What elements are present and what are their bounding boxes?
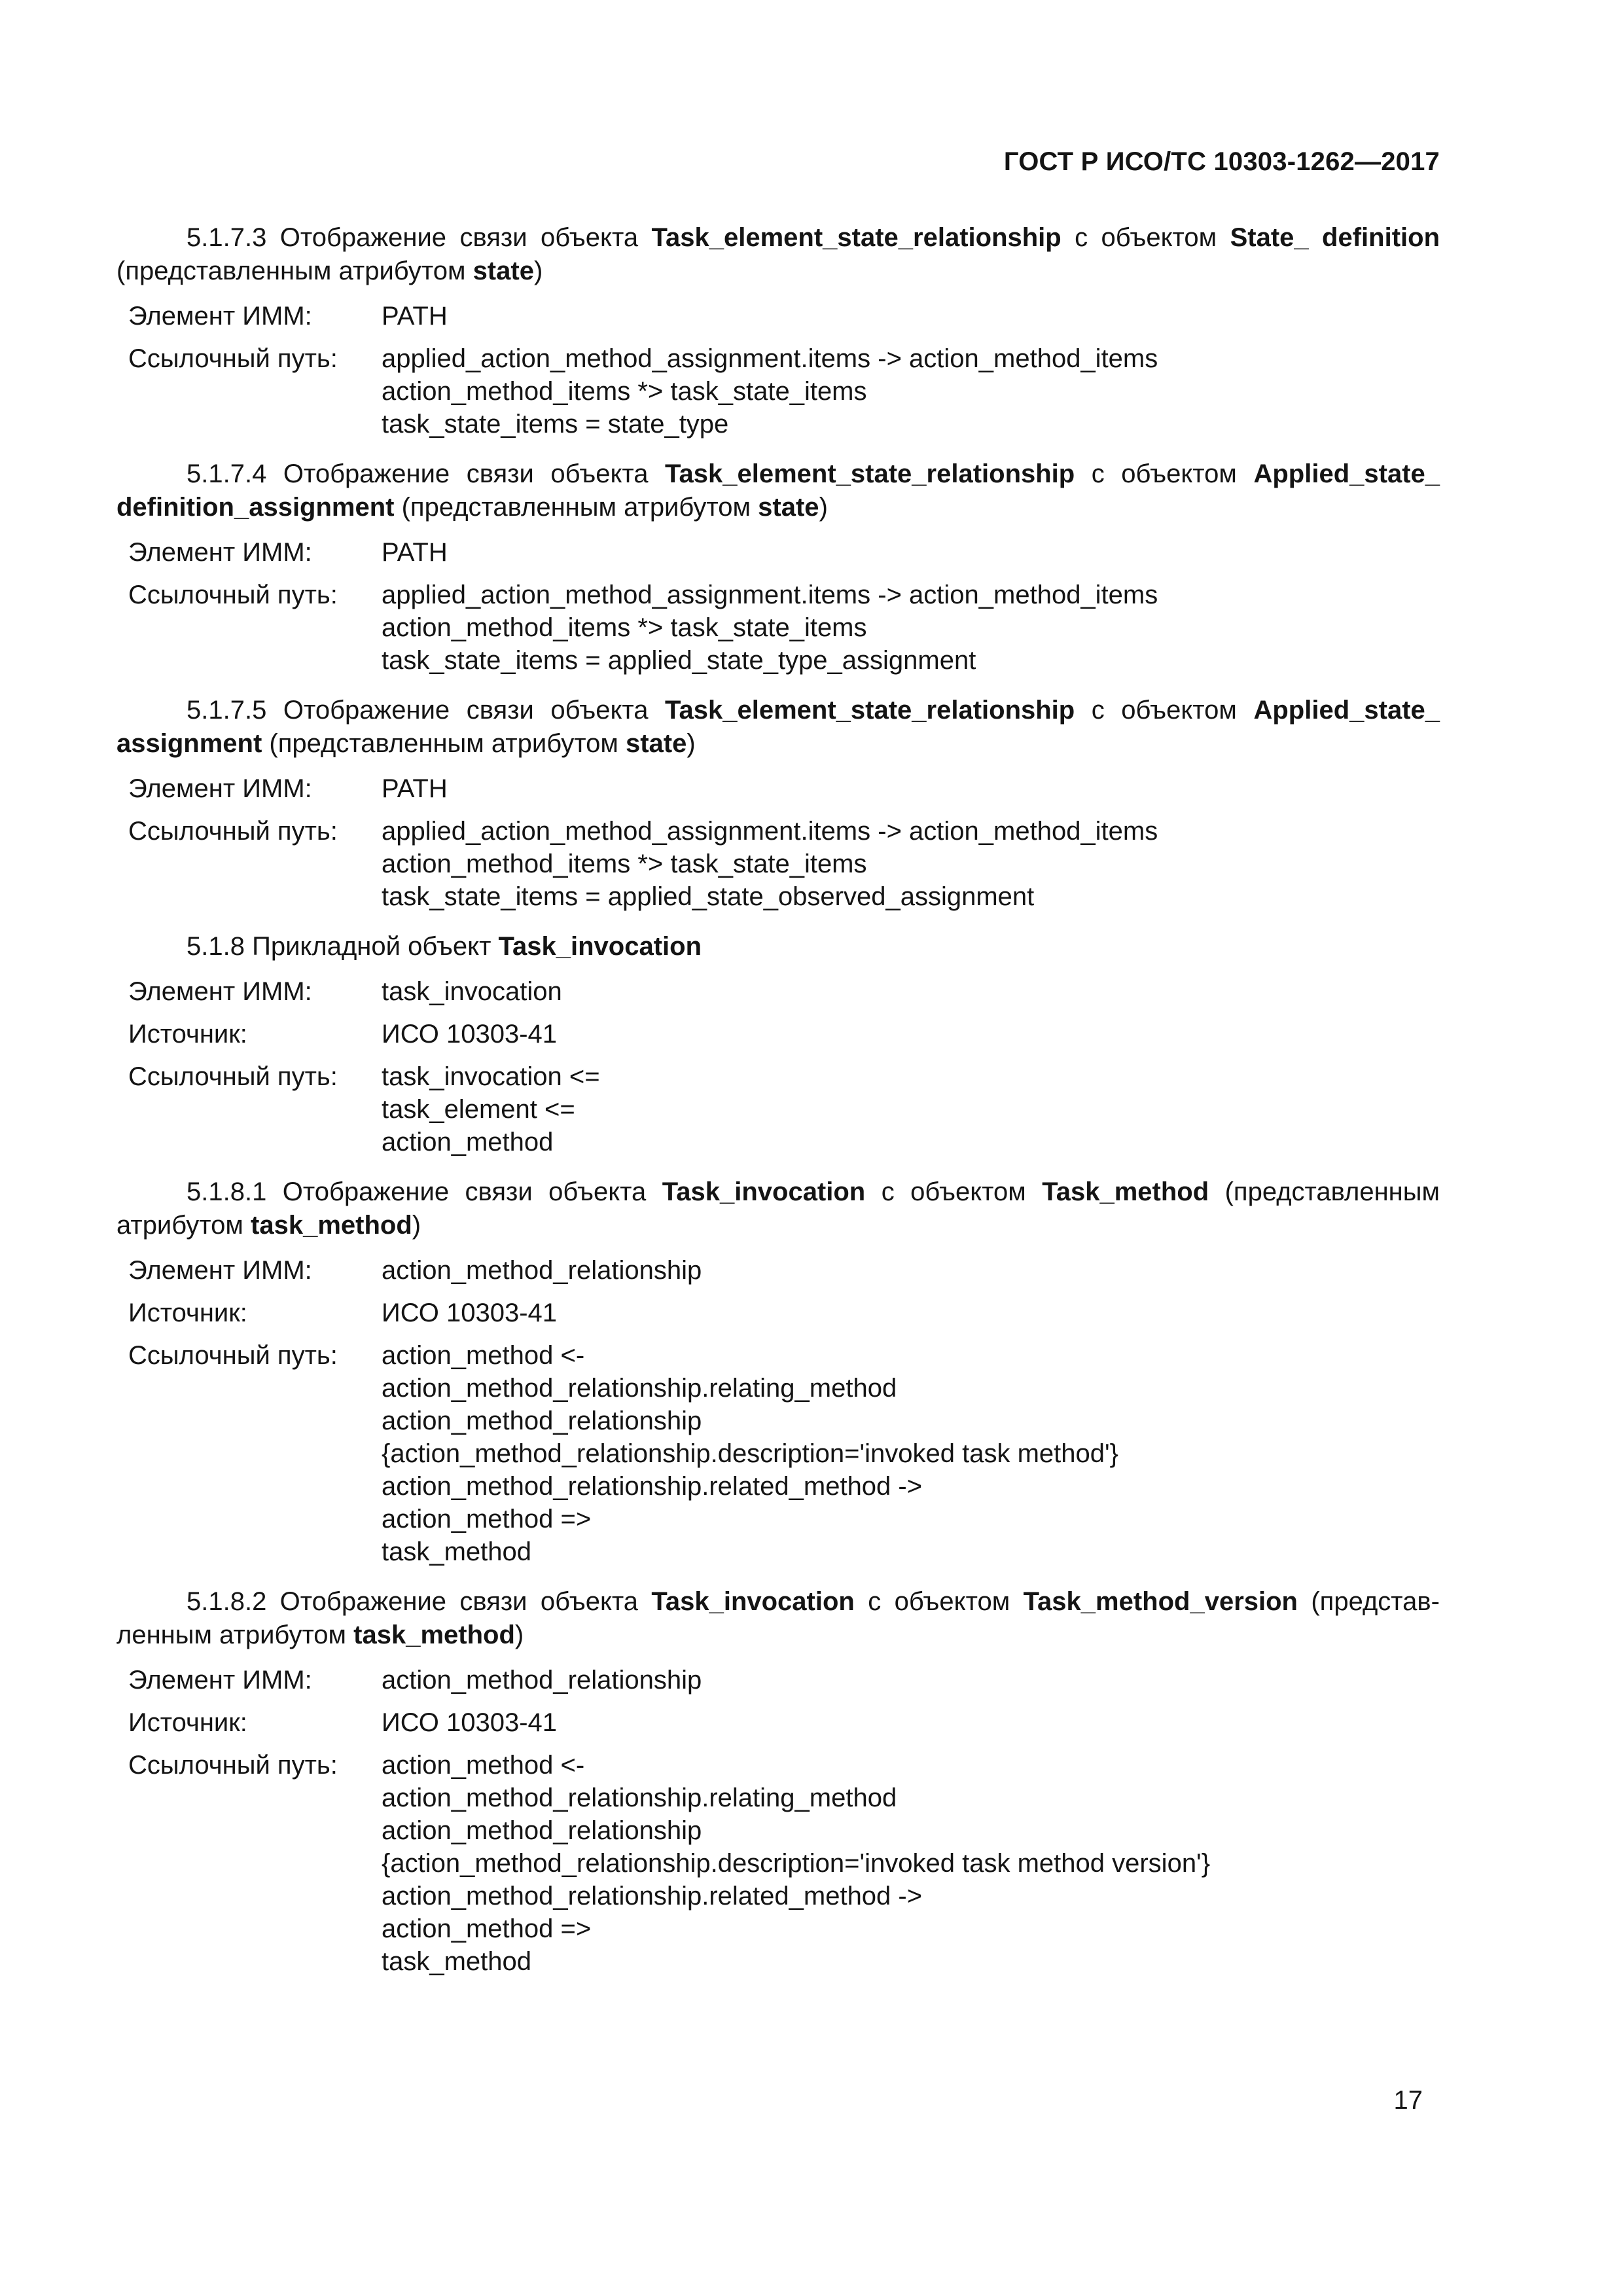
heading-text: (представленным атрибутом	[116, 257, 473, 285]
field-value	[382, 772, 1440, 805]
field-value-line: action_method_items *> task_state_items	[382, 613, 867, 642]
field-value	[382, 300, 1440, 332]
heading-term: Applied_state_ definition_assignment	[116, 459, 1440, 522]
field-value-line: task_state_items = applied_state_observed_assignment	[382, 882, 1035, 911]
heading-text: с объектом	[1075, 459, 1254, 488]
field-value-line: action_method_items *> task_state_items	[382, 850, 867, 878]
field-value-line: action_method =>	[382, 1505, 592, 1534]
heading-text: 5.1.7.5 Отображение связи объекта	[187, 696, 666, 725]
heading-term: Task_element_state_relationship	[665, 459, 1075, 488]
heading-text: 5.1.7.3 Отображение связи объекта	[187, 223, 652, 252]
field-row	[116, 1297, 1440, 1329]
field-row	[116, 579, 1440, 677]
field-row	[116, 815, 1440, 913]
heading-text: с объектом	[854, 1587, 1024, 1616]
heading-term: State_ definition	[1230, 223, 1440, 252]
field-value-line: ИСО 10303-41	[382, 1020, 558, 1049]
heading-text: (представленным атрибутом	[262, 729, 626, 758]
field-value-line: action_method_items *> task_state_items	[382, 377, 867, 406]
heading-text: (представленным атрибутом	[116, 1177, 1440, 1240]
field-label: Ссылочный путь:	[128, 344, 338, 373]
section-heading	[116, 1585, 1440, 1652]
heading-text: 5.1.8.2 Отображение связи объекта	[187, 1587, 652, 1616]
field-value	[382, 975, 1440, 1008]
field-label: Источник:	[128, 1020, 247, 1049]
mapping-section	[116, 930, 1440, 1158]
field-row	[116, 1018, 1440, 1050]
heading-term: Task_element_state_relationship	[651, 223, 1061, 252]
mapping-section	[116, 221, 1440, 440]
heading-text: )	[514, 1621, 524, 1649]
field-row	[116, 1060, 1440, 1158]
field-value-line: action_method_relationship	[382, 1407, 702, 1435]
field-value	[382, 1706, 1440, 1739]
heading-text: 5.1.8 Прикладной объект	[187, 932, 499, 961]
heading-text: (представленным атрибутом	[116, 1587, 1440, 1649]
field-value-line: action_method <-	[382, 1751, 585, 1780]
field-value-line: {action_method_relationship.description='invoked task method'}	[382, 1439, 1118, 1468]
field-value-line: task_invocation <=	[382, 1062, 600, 1091]
field-value-line: {action_method_relationship.description='invoked task method version'}	[382, 1849, 1211, 1878]
field-value	[382, 1664, 1440, 1696]
field-value	[382, 1060, 1440, 1158]
heading-text: 5.1.7.4 Отображение связи объекта	[187, 459, 666, 488]
heading-term: state	[625, 729, 687, 758]
heading-term: task_method	[251, 1211, 412, 1240]
field-label: Элемент ИММ:	[128, 977, 312, 1006]
field-value	[382, 1339, 1440, 1568]
mapping-section	[116, 457, 1440, 677]
field-value-line: applied_action_method_assignment.items -> action_method_items	[382, 344, 1158, 373]
field-value	[382, 1254, 1440, 1287]
field-value	[382, 1749, 1440, 1978]
field-row	[116, 1706, 1440, 1739]
heading-text: )	[687, 729, 696, 758]
field-label: Элемент ИММ:	[128, 1666, 312, 1695]
field-row	[116, 975, 1440, 1008]
mapping-section	[116, 694, 1440, 913]
field-value-line: PATH	[382, 774, 448, 803]
field-value-line: task_state_items = state_type	[382, 410, 729, 439]
field-value	[382, 342, 1440, 440]
heading-term: Task_invocation	[498, 932, 702, 961]
field-value	[382, 1297, 1440, 1329]
mapping-section	[116, 1175, 1440, 1568]
heading-text: 5.1.8.1 Отображение связи объекта	[187, 1177, 662, 1206]
heading-term: task_method	[353, 1621, 515, 1649]
field-value-line: action_method <-	[382, 1341, 585, 1370]
field-label: Элемент ИММ:	[128, 774, 312, 803]
field-value-line: action_method_relationship.relating_method	[382, 1784, 897, 1812]
field-value-line: action_method_relationship.relating_method	[382, 1374, 897, 1403]
heading-term: Task_method	[1042, 1177, 1209, 1206]
document-page	[116, 0, 1440, 2296]
field-label: Источник:	[128, 1299, 247, 1327]
standard-header: ГОСТ Р ИСО/ТС 10303-1262—2017	[1003, 147, 1440, 176]
field-value	[382, 579, 1440, 677]
field-value-line: action_method_relationship	[382, 1256, 702, 1285]
field-value	[382, 536, 1440, 569]
heading-term: Applied_state_ assignment	[116, 696, 1440, 758]
field-value-line: action_method_relationship.related_method ->	[382, 1472, 923, 1501]
heading-term: Task_element_state_relationship	[665, 696, 1075, 725]
field-value-line: action_method =>	[382, 1914, 592, 1943]
field-value-line: applied_action_method_assignment.items -> action_method_items	[382, 581, 1158, 609]
heading-text: )	[819, 493, 828, 522]
field-value-line: applied_action_method_assignment.items -> action_method_items	[382, 817, 1158, 846]
field-value-line: ИСО 10303-41	[382, 1708, 558, 1737]
field-value-line: task_method	[382, 1947, 532, 1976]
heading-term: Task_method_version	[1023, 1587, 1298, 1616]
field-row	[116, 300, 1440, 332]
field-value	[382, 1018, 1440, 1050]
field-label: Ссылочный путь:	[128, 581, 338, 609]
field-value-line: action_method_relationship	[382, 1666, 702, 1695]
field-value-line: task_invocation	[382, 977, 562, 1006]
section-heading	[116, 457, 1440, 524]
field-label: Источник:	[128, 1708, 247, 1737]
heading-text: с объектом	[865, 1177, 1043, 1206]
heading-text: с объектом	[1061, 223, 1230, 252]
field-value-line: task_state_items = applied_state_type_assignment	[382, 646, 976, 675]
heading-term: state	[473, 257, 534, 285]
field-label: Элемент ИММ:	[128, 1256, 312, 1285]
field-value-line: ИСО 10303-41	[382, 1299, 558, 1327]
field-row	[116, 536, 1440, 569]
field-row	[116, 1254, 1440, 1287]
field-value-line: action_method	[382, 1128, 554, 1157]
field-value-line: PATH	[382, 538, 448, 567]
heading-text: )	[533, 257, 543, 285]
field-label: Ссылочный путь:	[128, 817, 338, 846]
field-row	[116, 342, 1440, 440]
heading-term: state	[758, 493, 819, 522]
section-heading	[116, 221, 1440, 288]
field-row	[116, 1749, 1440, 1978]
page-number: 17	[1393, 2086, 1423, 2115]
field-row	[116, 772, 1440, 805]
field-value-line: action_method_relationship	[382, 1816, 702, 1845]
field-label: Ссылочный путь:	[128, 1062, 338, 1091]
field-value-line: task_element <=	[382, 1095, 575, 1124]
section-heading	[116, 930, 1440, 963]
mapping-section	[116, 1585, 1440, 1978]
heading-term: Task_invocation	[651, 1587, 855, 1616]
field-label: Ссылочный путь:	[128, 1341, 338, 1370]
heading-text: )	[412, 1211, 421, 1240]
field-value-line: PATH	[382, 302, 448, 331]
field-label: Ссылочный путь:	[128, 1751, 338, 1780]
heading-term: Task_invocation	[662, 1177, 866, 1206]
heading-text: (представленным атрибутом	[394, 493, 758, 522]
field-value-line: task_method	[382, 1537, 532, 1566]
heading-text: с объектом	[1075, 696, 1254, 725]
field-row	[116, 1664, 1440, 1696]
field-value-line: action_method_relationship.related_method ->	[382, 1882, 923, 1910]
field-value	[382, 815, 1440, 913]
field-label: Элемент ИММ:	[128, 302, 312, 331]
document-body	[116, 221, 1440, 1995]
field-row	[116, 1339, 1440, 1568]
section-heading	[116, 1175, 1440, 1242]
field-label: Элемент ИММ:	[128, 538, 312, 567]
section-heading	[116, 694, 1440, 761]
